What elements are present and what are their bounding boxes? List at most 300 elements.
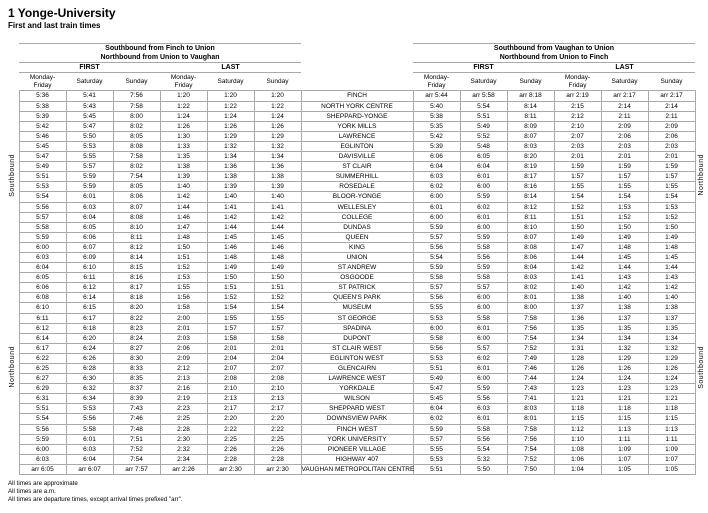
right-time-cell: 6:01 xyxy=(460,323,507,333)
left-time-cell: 7:43 xyxy=(113,404,160,414)
station-name-cell: COLLEGE xyxy=(301,212,413,222)
left-time-cell: 1:53 xyxy=(160,273,207,283)
left-time-cell: 2:20 xyxy=(207,414,254,424)
left-time-cell: 1:38 xyxy=(254,172,301,182)
table-row xyxy=(6,283,708,293)
right-time-cell: 5:58 xyxy=(460,273,507,283)
left-time-cell: 8:12 xyxy=(113,242,160,252)
left-time-cell: 2:10 xyxy=(254,384,301,394)
right-time-cell: 6:04 xyxy=(413,162,460,172)
right-time-cell: 1:04 xyxy=(554,464,601,474)
right-time-cell: 5:51 xyxy=(413,364,460,374)
right-time-cell: 1:44 xyxy=(554,252,601,262)
right-time-cell: 5:38 xyxy=(413,111,460,121)
right-time-cell: 1:49 xyxy=(554,232,601,242)
right-time-cell: 8:00 xyxy=(507,303,554,313)
right-time-cell: 6:00 xyxy=(460,374,507,384)
left-time-cell: 2:25 xyxy=(207,434,254,444)
left-time-cell: 1:26 xyxy=(160,121,207,131)
right-time-cell: 5:58 xyxy=(460,242,507,252)
left-group-title-line1: Southbound from Finch to Union xyxy=(19,44,301,54)
station-name-cell: EGLINTON xyxy=(301,141,413,151)
right-first-label: FIRST xyxy=(413,63,554,73)
station-name-cell: OSGOODE xyxy=(301,273,413,283)
right-time-cell: 7:50 xyxy=(507,464,554,474)
right-time-cell: 5:56 xyxy=(413,242,460,252)
table-row xyxy=(6,152,708,162)
left-time-cell: 7:48 xyxy=(113,424,160,434)
right-time-cell: 1:37 xyxy=(601,313,648,323)
left-time-cell: 2:07 xyxy=(207,364,254,374)
table-row xyxy=(6,162,708,172)
right-group-title-line1: Southbound from Vaughan to Union xyxy=(413,44,695,54)
right-time-cell: 1:31 xyxy=(554,343,601,353)
left-time-cell: 1:20 xyxy=(254,91,301,101)
right-time-cell: 1:24 xyxy=(601,374,648,384)
left-time-cell: 5:38 xyxy=(19,101,66,111)
left-group-title-line2: Northbound from Union to Vaughan xyxy=(19,53,301,63)
table-row xyxy=(6,232,708,242)
right-day-header-2: Sunday xyxy=(519,78,542,86)
left-day-header-2: Sunday xyxy=(125,78,148,86)
right-time-cell: 8:01 xyxy=(507,293,554,303)
right-time-cell: 8:14 xyxy=(507,192,554,202)
left-time-cell: 6:12 xyxy=(19,323,66,333)
left-time-cell: 1:49 xyxy=(207,263,254,273)
right-time-cell: 7:56 xyxy=(507,434,554,444)
table-row xyxy=(6,343,708,353)
right-time-cell: 1:44 xyxy=(648,263,695,273)
right-time-cell: 1:23 xyxy=(554,384,601,394)
left-time-cell: 6:04 xyxy=(66,454,113,464)
left-time-cell: 1:46 xyxy=(207,242,254,252)
right-time-cell: 5:57 xyxy=(413,283,460,293)
right-time-cell: 8:14 xyxy=(507,101,554,111)
right-day-header-1: Saturday xyxy=(470,78,497,86)
right-time-cell: 1:09 xyxy=(601,444,648,454)
right-time-cell: 5:45 xyxy=(413,394,460,404)
left-time-cell: 1:41 xyxy=(254,202,301,212)
left-time-cell: 8:30 xyxy=(113,353,160,363)
right-time-cell: 1:59 xyxy=(601,162,648,172)
left-time-cell: 1:45 xyxy=(254,232,301,242)
left-time-cell: arr 2:30 xyxy=(207,464,254,474)
left-day-header-5: Sunday xyxy=(266,78,289,86)
right-time-cell: 1:51 xyxy=(554,212,601,222)
left-time-cell: 1:39 xyxy=(207,182,254,192)
left-time-cell: 8:11 xyxy=(113,232,160,242)
left-time-cell: 8:06 xyxy=(113,192,160,202)
left-time-cell: 1:44 xyxy=(207,222,254,232)
left-time-cell: 5:43 xyxy=(66,101,113,111)
right-time-cell: 2:06 xyxy=(648,131,695,141)
right-time-cell: arr 5:44 xyxy=(413,91,460,101)
right-time-cell: 1:07 xyxy=(601,454,648,464)
vlabel-spacer-4 xyxy=(695,63,708,73)
right-time-cell: 1:15 xyxy=(554,414,601,424)
left-time-cell: 8:33 xyxy=(113,364,160,374)
table-row xyxy=(6,141,708,151)
right-time-cell: 5:59 xyxy=(460,232,507,242)
right-time-cell: 1:07 xyxy=(648,454,695,464)
right-time-cell: 5:52 xyxy=(460,131,507,141)
station-name-cell: LAWRENCE WEST xyxy=(301,374,413,384)
station-header-cell xyxy=(301,73,413,91)
left-time-cell: 8:23 xyxy=(113,323,160,333)
right-time-cell: 2:12 xyxy=(554,111,601,121)
table-row xyxy=(6,182,708,192)
left-time-cell: 1:48 xyxy=(160,232,207,242)
right-time-cell: 1:26 xyxy=(554,364,601,374)
left-time-cell: 1:33 xyxy=(160,141,207,151)
right-time-cell: 8:07 xyxy=(507,232,554,242)
station-name-cell: DAVISVILLE xyxy=(301,152,413,162)
left-time-cell: 5:58 xyxy=(66,424,113,434)
right-time-cell: 7:56 xyxy=(507,323,554,333)
left-time-cell: 2:20 xyxy=(254,414,301,424)
left-time-cell: 6:20 xyxy=(66,333,113,343)
footnote-1: All times are approximate xyxy=(8,480,78,488)
footnote-3: All times are departure times, except arrival times prefixed "arr". xyxy=(8,496,183,504)
right-time-cell: 6:03 xyxy=(460,404,507,414)
left-time-cell: 5:42 xyxy=(19,121,66,131)
right-time-cell: 1:55 xyxy=(648,182,695,192)
station-name-cell: WILSON xyxy=(301,394,413,404)
right-time-cell: 5:58 xyxy=(460,424,507,434)
station-name-cell: GLENCAIRN xyxy=(301,364,413,374)
right-time-cell: 6:03 xyxy=(413,172,460,182)
left-time-cell: 1:22 xyxy=(207,101,254,111)
table-row xyxy=(6,313,708,323)
left-time-cell: 6:09 xyxy=(66,252,113,262)
right-time-cell: 7:49 xyxy=(507,353,554,363)
left-time-cell: 1:24 xyxy=(207,111,254,121)
vlabel-spacer-3 xyxy=(6,63,19,73)
right-time-cell: 1:52 xyxy=(601,212,648,222)
day-header-row xyxy=(6,73,708,91)
table-row xyxy=(6,202,708,212)
footnote-2: All times are a.m. xyxy=(8,488,56,496)
left-time-cell: 5:56 xyxy=(66,414,113,424)
left-time-cell: 6:18 xyxy=(66,323,113,333)
right-time-cell: 6:00 xyxy=(460,333,507,343)
left-time-cell: arr 7:57 xyxy=(113,464,160,474)
left-time-cell: 2:04 xyxy=(207,353,254,363)
left-time-cell: 6:15 xyxy=(66,303,113,313)
right-time-cell: 8:03 xyxy=(507,141,554,151)
table-row xyxy=(6,404,708,414)
right-time-cell: 8:17 xyxy=(507,172,554,182)
right-time-cell: 6:00 xyxy=(413,323,460,333)
right-time-cell: 6:02 xyxy=(413,182,460,192)
right-time-cell: 1:57 xyxy=(601,172,648,182)
table-row xyxy=(6,252,708,262)
station-name-cell: ST PATRICK xyxy=(301,283,413,293)
right-time-cell: 7:58 xyxy=(507,424,554,434)
left-time-cell: 1:40 xyxy=(207,192,254,202)
station-name-cell: WELLESLEY xyxy=(301,202,413,212)
left-time-cell: arr 2:30 xyxy=(254,464,301,474)
left-time-cell: 6:00 xyxy=(19,444,66,454)
table-row xyxy=(6,101,708,111)
right-time-cell: arr 8:18 xyxy=(507,91,554,101)
station-name-cell: ROSEDALE xyxy=(301,182,413,192)
right-time-cell: 5:53 xyxy=(413,313,460,323)
left-time-cell: 5:57 xyxy=(19,212,66,222)
left-time-cell: 1:32 xyxy=(207,141,254,151)
right-time-cell: 2:01 xyxy=(554,152,601,162)
right-time-cell: 5:58 xyxy=(460,313,507,323)
right-time-cell: 8:01 xyxy=(507,414,554,424)
station-name-cell: SHEPPARD-YONGE xyxy=(301,111,413,121)
left-vertical-label-southbound: Southbound xyxy=(8,153,16,197)
left-time-cell: 5:54 xyxy=(19,414,66,424)
left-time-cell: 5:59 xyxy=(19,434,66,444)
table-row xyxy=(6,424,708,434)
left-time-cell: 2:04 xyxy=(254,353,301,363)
right-time-cell: 1:24 xyxy=(554,374,601,384)
left-time-cell: 5:49 xyxy=(19,162,66,172)
right-time-cell: 6:00 xyxy=(460,182,507,192)
left-time-cell: 1:52 xyxy=(207,293,254,303)
right-time-cell: 1:38 xyxy=(554,293,601,303)
left-time-cell: 6:10 xyxy=(19,303,66,313)
right-time-cell: 1:32 xyxy=(648,343,695,353)
right-last-label: LAST xyxy=(554,63,695,73)
right-day-header-5: Sunday xyxy=(660,78,683,86)
right-time-cell: 2:10 xyxy=(554,121,601,131)
right-time-cell: 1:23 xyxy=(648,384,695,394)
right-time-cell: 6:01 xyxy=(413,202,460,212)
left-time-cell: 1:58 xyxy=(160,303,207,313)
left-time-cell: 1:57 xyxy=(207,323,254,333)
station-name-cell: KING xyxy=(301,242,413,252)
left-time-cell: 2:08 xyxy=(207,374,254,384)
left-time-cell: 5:50 xyxy=(66,131,113,141)
table-row xyxy=(6,384,708,394)
left-vertical-label-spacer xyxy=(6,44,19,54)
right-time-cell: 2:14 xyxy=(601,101,648,111)
right-time-cell: 1:48 xyxy=(601,242,648,252)
right-time-cell: 2:06 xyxy=(601,131,648,141)
left-time-cell: 6:03 xyxy=(66,202,113,212)
left-time-cell: 5:36 xyxy=(19,91,66,101)
left-time-cell: 1:46 xyxy=(160,212,207,222)
right-time-cell: 1:05 xyxy=(648,464,695,474)
right-time-cell: 5:54 xyxy=(460,101,507,111)
right-time-cell: 7:54 xyxy=(507,444,554,454)
right-time-cell: 6:02 xyxy=(460,202,507,212)
right-time-cell: 1:57 xyxy=(648,172,695,182)
right-time-cell: 5:51 xyxy=(460,111,507,121)
page-title: 1 Yonge-University xyxy=(8,6,116,20)
station-name-cell: HIGHWAY 407 xyxy=(301,454,413,464)
left-time-cell: 1:39 xyxy=(254,182,301,192)
right-vertical-label-spacer xyxy=(695,44,708,54)
left-time-cell: 5:45 xyxy=(66,111,113,121)
left-time-cell: 1:26 xyxy=(207,121,254,131)
right-time-cell: 8:20 xyxy=(507,152,554,162)
station-name-cell: PIONEER VILLAGE xyxy=(301,444,413,454)
right-time-cell: 5:54 xyxy=(460,444,507,454)
right-time-cell: 6:01 xyxy=(460,212,507,222)
right-time-cell: 1:35 xyxy=(601,323,648,333)
right-time-cell: 5:59 xyxy=(413,424,460,434)
right-time-cell: 1:37 xyxy=(554,303,601,313)
right-time-cell: 8:08 xyxy=(507,242,554,252)
right-time-cell: 1:40 xyxy=(601,293,648,303)
right-time-cell: 8:12 xyxy=(507,202,554,212)
table-row xyxy=(6,192,708,202)
right-time-cell: 6:02 xyxy=(413,414,460,424)
right-time-cell: 8:02 xyxy=(507,283,554,293)
left-time-cell: 2:32 xyxy=(160,444,207,454)
right-time-cell: 7:46 xyxy=(507,364,554,374)
right-time-cell: 7:54 xyxy=(507,333,554,343)
left-time-cell: 1:38 xyxy=(207,172,254,182)
left-time-cell: 6:11 xyxy=(19,313,66,323)
left-time-cell: 6:17 xyxy=(66,313,113,323)
left-time-cell: 8:15 xyxy=(113,263,160,273)
left-time-cell: 6:06 xyxy=(66,232,113,242)
right-time-cell: 1:43 xyxy=(601,273,648,283)
right-time-cell: 5:54 xyxy=(413,252,460,262)
right-time-cell: 5:51 xyxy=(413,464,460,474)
right-time-cell: 1:05 xyxy=(601,464,648,474)
left-vertical-label-northbound: Northbound xyxy=(8,346,16,388)
left-time-cell: 5:56 xyxy=(19,424,66,434)
right-time-cell: 5:39 xyxy=(413,141,460,151)
right-time-cell: arr 2:17 xyxy=(601,91,648,101)
left-time-cell: arr 6:07 xyxy=(66,464,113,474)
right-day-header-0: Monday- Friday xyxy=(423,74,450,90)
table-spacer-row xyxy=(6,34,708,44)
right-time-cell: 6:00 xyxy=(460,303,507,313)
vlabel-spacer-6 xyxy=(695,73,708,91)
right-time-cell: 6:01 xyxy=(460,414,507,424)
left-first-label: FIRST xyxy=(19,63,160,73)
left-time-cell: 2:13 xyxy=(160,374,207,384)
left-time-cell: 1:55 xyxy=(254,313,301,323)
left-time-cell: 7:51 xyxy=(113,434,160,444)
right-time-cell: 8:06 xyxy=(507,252,554,262)
left-time-cell: 8:07 xyxy=(113,202,160,212)
left-time-cell: 2:23 xyxy=(160,404,207,414)
right-time-cell: 1:26 xyxy=(648,364,695,374)
left-day-header-4: Saturday xyxy=(217,78,244,86)
spacer-cell xyxy=(6,34,708,44)
table-row xyxy=(6,444,708,454)
right-time-cell: 5:56 xyxy=(413,293,460,303)
left-time-cell: 6:24 xyxy=(66,343,113,353)
right-time-cell: 5:56 xyxy=(460,394,507,404)
station-name-cell: DUPONT xyxy=(301,333,413,343)
right-time-cell: 7:58 xyxy=(507,313,554,323)
right-time-cell: 8:03 xyxy=(507,404,554,414)
left-time-cell: 2:22 xyxy=(254,424,301,434)
left-time-cell: 6:14 xyxy=(19,333,66,343)
right-time-cell: 5:40 xyxy=(413,101,460,111)
right-time-cell: 1:12 xyxy=(554,424,601,434)
right-time-cell: 5:47 xyxy=(413,384,460,394)
left-time-cell: 6:06 xyxy=(19,283,66,293)
right-time-cell: 5:59 xyxy=(460,192,507,202)
left-time-cell: 2:01 xyxy=(254,343,301,353)
right-time-cell: arr 5:58 xyxy=(460,91,507,101)
right-time-cell: 6:06 xyxy=(413,152,460,162)
right-time-cell: 8:07 xyxy=(507,131,554,141)
table-row xyxy=(6,293,708,303)
left-time-cell: 1:56 xyxy=(160,293,207,303)
left-time-cell: 8:14 xyxy=(113,252,160,262)
right-time-cell: 1:08 xyxy=(554,444,601,454)
left-time-cell: 2:01 xyxy=(160,323,207,333)
right-time-cell: 2:15 xyxy=(554,101,601,111)
left-day-header-1: Saturday xyxy=(76,78,103,86)
right-time-cell: 1:50 xyxy=(601,222,648,232)
right-time-cell: 1:52 xyxy=(648,212,695,222)
left-time-cell: 7:52 xyxy=(113,444,160,454)
right-time-cell: 1:32 xyxy=(601,343,648,353)
right-time-cell: 1:54 xyxy=(554,192,601,202)
left-time-cell: 1:26 xyxy=(254,121,301,131)
right-time-cell: 5:56 xyxy=(413,343,460,353)
left-time-cell: 6:25 xyxy=(19,364,66,374)
left-time-cell: 2:00 xyxy=(160,313,207,323)
right-time-cell: 1:45 xyxy=(601,252,648,262)
table-row xyxy=(6,374,708,384)
left-time-cell: 2:25 xyxy=(160,414,207,424)
right-time-cell: 2:09 xyxy=(648,121,695,131)
right-time-cell: 5:58 xyxy=(413,273,460,283)
station-name-cell: ST GEORGE xyxy=(301,313,413,323)
left-time-cell: arr 6:05 xyxy=(19,464,66,474)
right-group-title-line2: Northbound from Union to Finch xyxy=(413,53,695,63)
left-time-cell: 1:44 xyxy=(254,222,301,232)
right-time-cell: 1:44 xyxy=(601,263,648,273)
left-time-cell: 8:02 xyxy=(113,162,160,172)
left-time-cell: 6:12 xyxy=(66,283,113,293)
right-time-cell: 1:50 xyxy=(554,222,601,232)
left-time-cell: 1:49 xyxy=(254,263,301,273)
right-time-cell: 5:49 xyxy=(413,374,460,384)
station-name-cell: NORTH YORK CENTRE xyxy=(301,101,413,111)
table-row xyxy=(6,273,708,283)
left-time-cell: 1:46 xyxy=(254,242,301,252)
right-time-cell: 6:01 xyxy=(460,364,507,374)
left-time-cell: 6:03 xyxy=(66,444,113,454)
right-time-cell: 1:09 xyxy=(648,444,695,454)
left-time-cell: 1:51 xyxy=(254,283,301,293)
right-time-cell: 1:18 xyxy=(601,404,648,414)
group-header-row-2 xyxy=(6,53,708,63)
left-time-cell: 5:51 xyxy=(19,404,66,414)
right-time-cell: 6:05 xyxy=(460,152,507,162)
left-time-cell: 2:28 xyxy=(160,424,207,434)
group-header-row-1 xyxy=(6,44,708,54)
left-time-cell: 1:32 xyxy=(254,141,301,151)
left-time-cell: 5:58 xyxy=(19,222,66,232)
right-time-cell: 2:01 xyxy=(648,152,695,162)
right-vertical-label-northbound: Northbound xyxy=(698,154,706,197)
left-time-cell: 2:13 xyxy=(207,394,254,404)
right-time-cell: 1:42 xyxy=(554,263,601,273)
right-time-cell: 1:06 xyxy=(554,454,601,464)
station-name-cell: QUEEN'S PARK xyxy=(301,293,413,303)
left-time-cell: 1:54 xyxy=(254,303,301,313)
left-time-cell: 7:58 xyxy=(113,101,160,111)
right-time-cell: 1:43 xyxy=(648,273,695,283)
